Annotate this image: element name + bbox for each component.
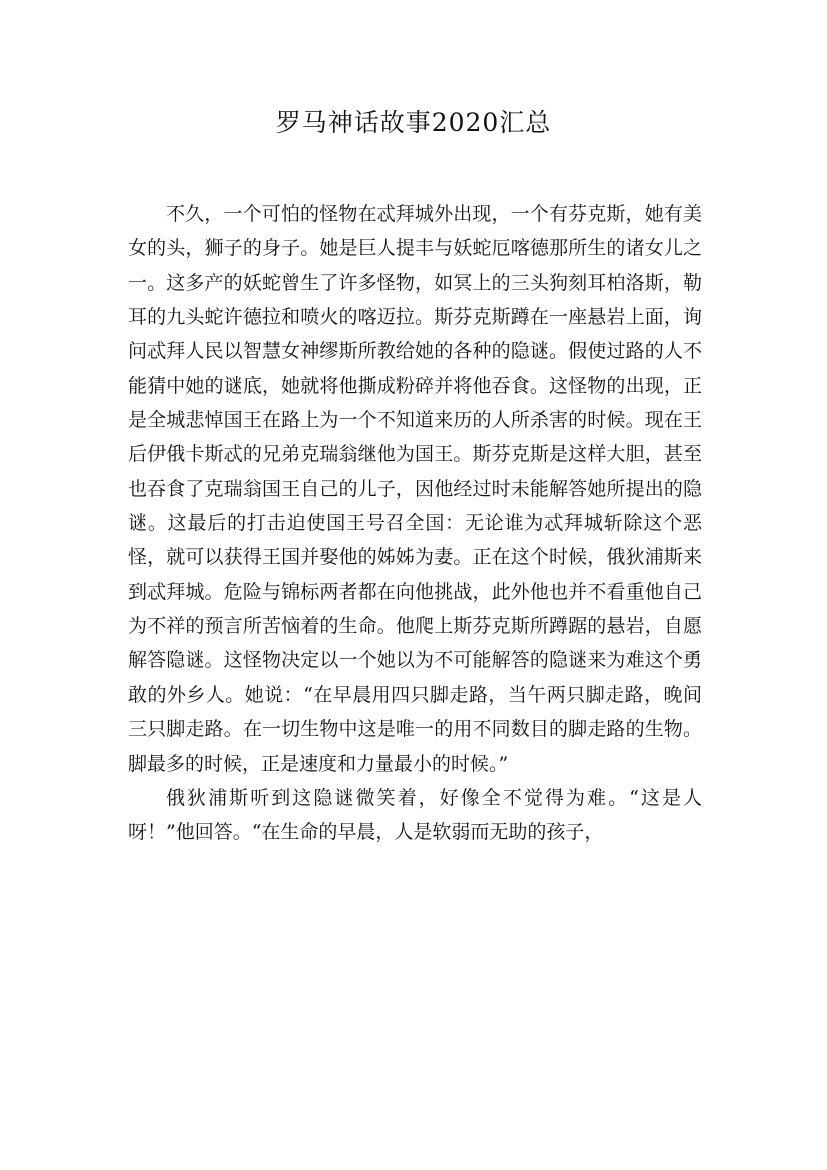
paragraph: 不久，一个可怕的怪物在忒拜城外出现，一个有芬克斯，她有美女的头，狮子的身子。她是巨人提丰与妖蛇厄喀德那所生的诸女儿之一。这多产的妖蛇曾生了许多怪物，如冥上的三头狗刻耳柏洛斯，勒耳的九头蛇许德拉和喷火的喀迈拉。斯芬克斯蹲在一座悬岩上面，询问忒拜人民以智慧女神缪斯所教给她的各种的隐谜。假使过路的人不能猜中她的谜底，她就将他撕成粉碎并将他吞食。这怪物的出现，正是全城悲悼国王在路上为一个不知道来历的人所杀害的时候。现在王后伊俄卡斯忒的兄弟克瑞翁继他为国王。斯芬克斯是这样大胆，甚至也吞食了克瑞翁国王自己的儿子，因他经过时未能解答她所提出的隐谜。这最后的打击迫使国王号召全国：无论谁为忒拜城斩除这个恶怪，就可以获得王国并娶他的姊姊为妻。正在这个时候，俄狄浦斯来到忒拜城。危险与锦标两者都在向他挑战，此外他也并不看重他自己为不祥的预言所苦恼着的生命。他爬上斯芬克斯所蹲踞的悬岩，自愿解答隐谜。这怪物决定以一个她以为不可能解答的隐谜来为难这个勇敢的外乡人。她说：“在早晨用四只脚走路，当午两只脚走路，晚间三只脚走路。在一切生物中这是唯一的用不同数目的脚走路的生物。脚最多的时候，正是速度和力量最小的时候。”	[128, 203, 702, 775]
document-title: 罗马神话故事2020汇总	[275, 108, 552, 137]
document-body	[128, 197, 702, 850]
paragraph: 俄狄浦斯听到这隐谜微笑着，好像全不觉得为难。“这是人呀！”他回答。“在生命的早晨，人是软弱而无助的孩子，	[128, 786, 702, 844]
